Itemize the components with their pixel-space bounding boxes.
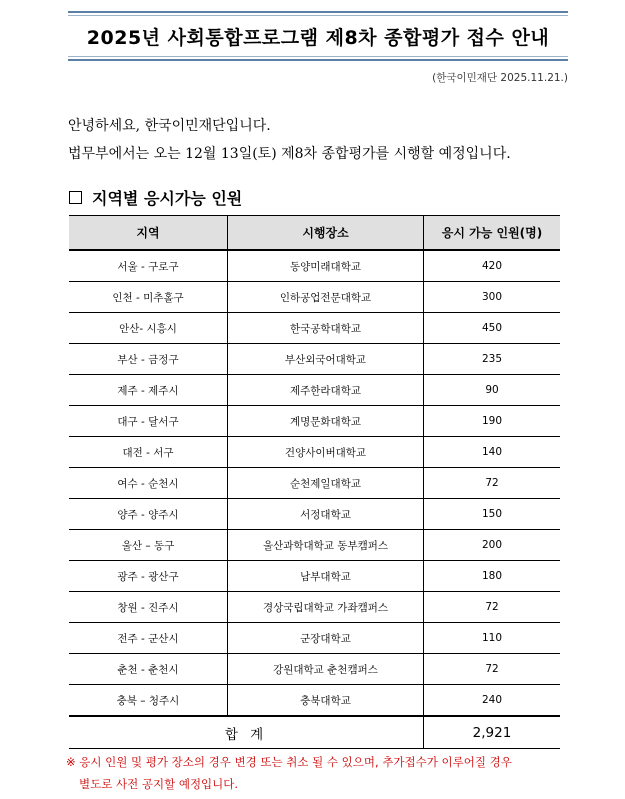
cell-region: 인천 - 미추홀구 <box>69 282 228 313</box>
cell-capacity: 180 <box>424 561 561 592</box>
cell-region: 광주 - 광산구 <box>69 561 228 592</box>
cell-venue: 건양사이버대학교 <box>228 437 424 468</box>
cell-capacity: 90 <box>424 375 561 406</box>
notice-line-2: 별도로 사전 공지할 예정입니다. <box>79 777 239 791</box>
cell-region: 춘천 - 춘천시 <box>69 654 228 685</box>
cell-venue: 충북대학교 <box>228 685 424 717</box>
table-body <box>69 250 560 716</box>
header-capacity: 응시 가능 인원(명) <box>424 216 561 251</box>
cell-capacity: 300 <box>424 282 561 313</box>
table-row <box>69 468 560 499</box>
cell-capacity: 420 <box>424 250 561 282</box>
cell-region: 부산 - 금정구 <box>69 344 228 375</box>
table-row <box>69 685 560 717</box>
cell-region: 여수 - 순천시 <box>69 468 228 499</box>
intro-greeting: 안녕하세요, 한국이민재단입니다. <box>68 118 271 134</box>
table-row <box>69 654 560 685</box>
header-region: 지역 <box>69 216 228 251</box>
cell-venue: 남부대학교 <box>228 561 424 592</box>
section-heading <box>68 186 242 209</box>
cell-region: 전주 - 군산시 <box>69 623 228 654</box>
cell-capacity: 72 <box>424 592 561 623</box>
cell-capacity: 110 <box>424 623 561 654</box>
cell-venue: 경상국립대학교 가좌캠퍼스 <box>228 592 424 623</box>
cell-capacity: 240 <box>424 685 561 717</box>
checkbox-icon <box>69 191 82 204</box>
notice-line-1: ※ 응시 인원 및 평가 장소의 경우 변경 또는 취소 될 수 있으며, 추가접수가 이루어질 경우 <box>66 755 512 769</box>
intro-announcement: 법무부에서는 오는 12월 13일(토) 제8차 종합평가를 시행할 예정입니다. <box>68 146 511 162</box>
cell-region: 충북 – 청주시 <box>69 685 228 717</box>
table-row <box>69 530 560 561</box>
cell-venue: 서정대학교 <box>228 499 424 530</box>
cell-venue: 강원대학교 춘천캠퍼스 <box>228 654 424 685</box>
cell-venue: 제주한라대학교 <box>228 375 424 406</box>
table-header-row <box>69 216 560 251</box>
table-row <box>69 499 560 530</box>
table-row <box>69 282 560 313</box>
cell-capacity: 150 <box>424 499 561 530</box>
cell-venue: 동양미래대학교 <box>228 250 424 282</box>
table-row <box>69 250 560 282</box>
table-row <box>69 561 560 592</box>
cell-venue: 인하공업전문대학교 <box>228 282 424 313</box>
cell-region: 창원 - 진주시 <box>69 592 228 623</box>
table-row <box>69 375 560 406</box>
title-box <box>68 11 568 61</box>
table-row <box>69 437 560 468</box>
cell-capacity: 190 <box>424 406 561 437</box>
notice <box>66 751 572 795</box>
total-row <box>69 716 560 749</box>
cell-capacity: 200 <box>424 530 561 561</box>
cell-region: 제주 - 제주시 <box>69 375 228 406</box>
cell-venue: 울산과학대학교 동부캠퍼스 <box>228 530 424 561</box>
table-row <box>69 344 560 375</box>
cell-region: 대구 - 달서구 <box>69 406 228 437</box>
section-title: 지역별 응시가능 인원 <box>92 189 243 208</box>
table-row <box>69 623 560 654</box>
cell-venue: 부산외국어대학교 <box>228 344 424 375</box>
header-venue: 시행장소 <box>228 216 424 251</box>
table-row <box>69 592 560 623</box>
cell-venue: 군장대학교 <box>228 623 424 654</box>
cell-capacity: 72 <box>424 654 561 685</box>
table-row <box>69 406 560 437</box>
cell-region: 안산- 시흥시 <box>69 313 228 344</box>
cell-capacity: 140 <box>424 437 561 468</box>
cell-capacity: 450 <box>424 313 561 344</box>
capacity-table <box>69 215 560 749</box>
cell-venue: 한국공학대학교 <box>228 313 424 344</box>
cell-venue: 계명문화대학교 <box>228 406 424 437</box>
cell-region: 서울 - 구로구 <box>69 250 228 282</box>
source-date: (한국이민재단 2025.11.21.) <box>432 72 568 84</box>
cell-capacity: 235 <box>424 344 561 375</box>
page-title: 2025년 사회통합프로그램 제8차 종합평가 접수 안내 <box>86 26 550 49</box>
table-row <box>69 313 560 344</box>
total-value: 2,921 <box>424 716 561 749</box>
cell-venue: 순천제일대학교 <box>228 468 424 499</box>
total-label: 합 계 <box>69 716 424 749</box>
cell-region: 양주 - 양주시 <box>69 499 228 530</box>
cell-capacity: 72 <box>424 468 561 499</box>
cell-region: 울산 – 동구 <box>69 530 228 561</box>
cell-region: 대전 - 서구 <box>69 437 228 468</box>
